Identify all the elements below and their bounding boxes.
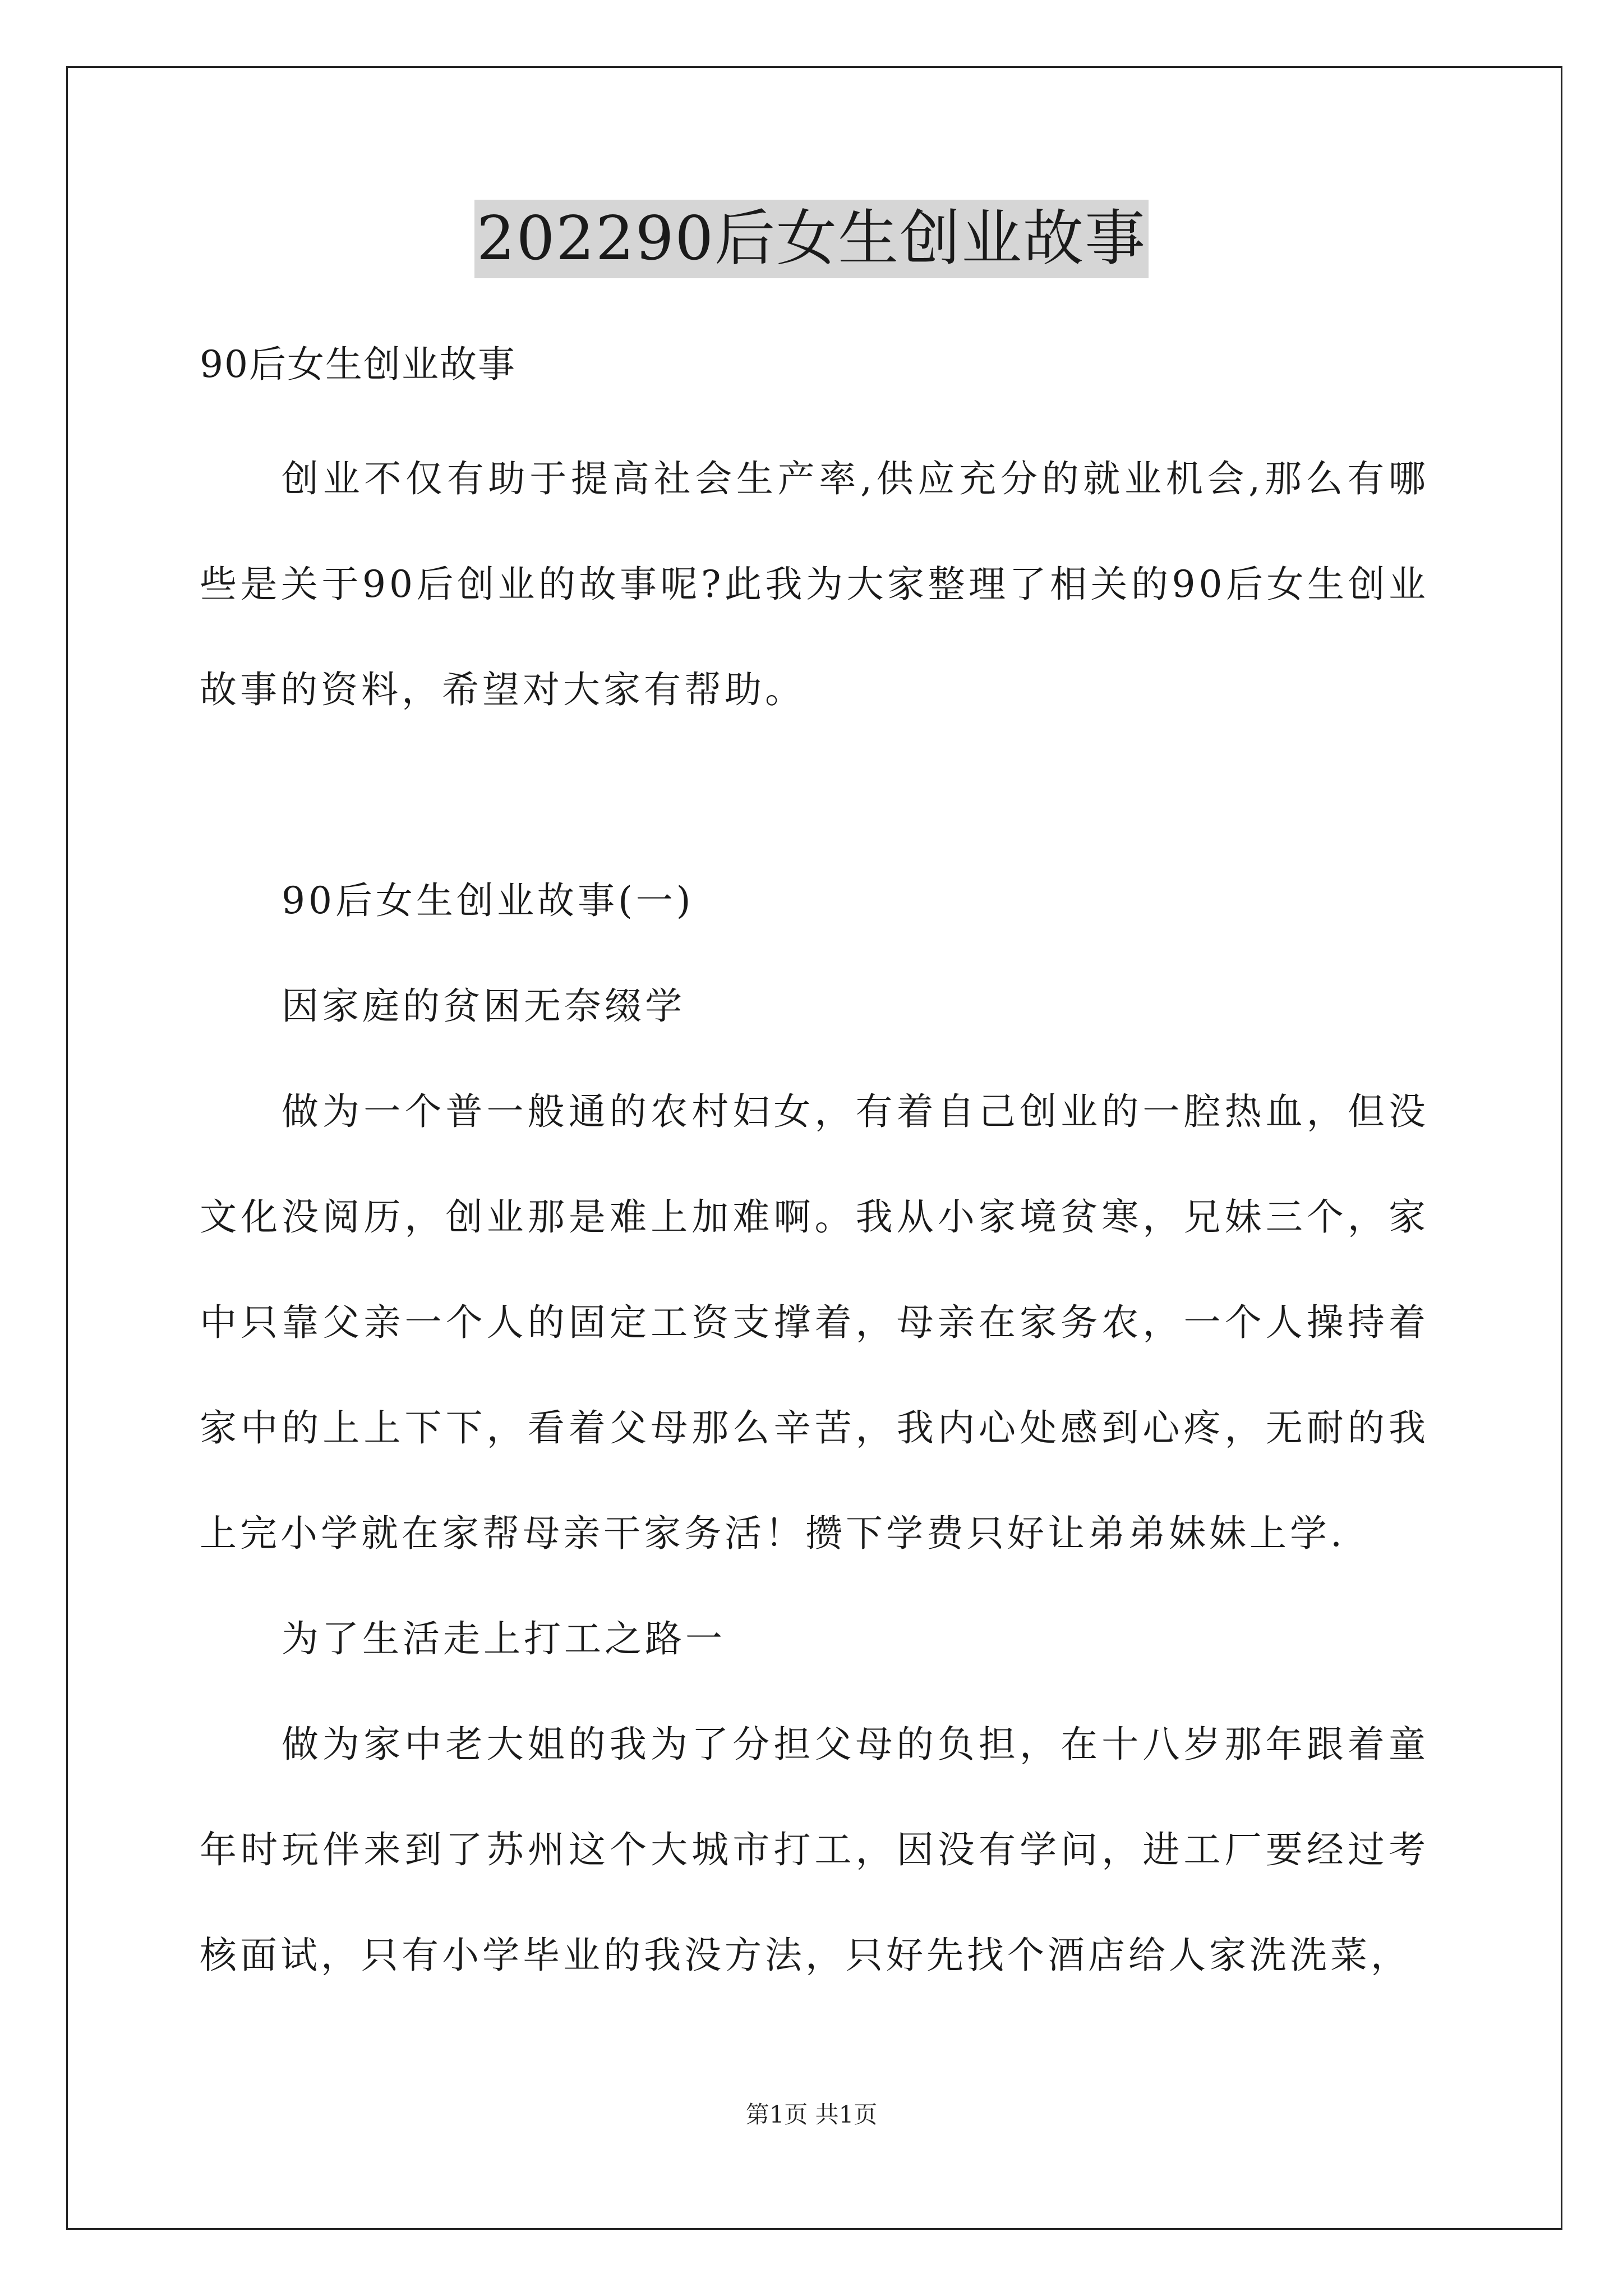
- section-subheading: 因家庭的贫困无奈缀学: [282, 984, 685, 1028]
- document-subtitle: 90后女生创业故事: [200, 343, 516, 386]
- section-subheading: 为了生活走上打工之路一: [282, 1617, 726, 1660]
- intro-paragraph: 创业不仅有助于提高社会生产率,供应充分的就业机会,那么有哪些是关于90后创业的故事呢?此我为大家整理了相关的90后女生创业故事的资料，希望对大家有帮助。: [200, 457, 1429, 711]
- body-paragraph: 做为一个普一般通的农村妇女，有着自己创业的一腔热血，但没文化没阅历，创业那是难上加难啊。我从小家境贫寒，兄妹三个，家中只靠父亲一个人的固定工资支撑着，母亲在家务农，一个人操持着家中的上上下下，看着父母那么辛苦，我内心处感到心疼，无耐的我上完小学就在家帮母亲干家务活！攒下学费只好让弟弟妹妹上学.: [200, 1090, 1429, 1555]
- page-footer: 第1页 共1页: [745, 2101, 878, 2128]
- section-spacer: [200, 743, 1429, 848]
- document-body: [200, 337, 1429, 2008]
- body-paragraph: 做为家中老大姐的我为了分担父母的负担，在十八岁那年跟着童年时玩伴来到了苏州这个大城市打工，因没有学问，进工厂要经过考核面试，只有小学毕业的我没方法，只好先找个酒店给人家洗洗菜，: [200, 1723, 1429, 1977]
- section-heading: 90后女生创业故事(一): [282, 879, 694, 922]
- title-container: [0, 200, 1623, 278]
- document-title: 202290后女生创业故事: [474, 200, 1149, 278]
